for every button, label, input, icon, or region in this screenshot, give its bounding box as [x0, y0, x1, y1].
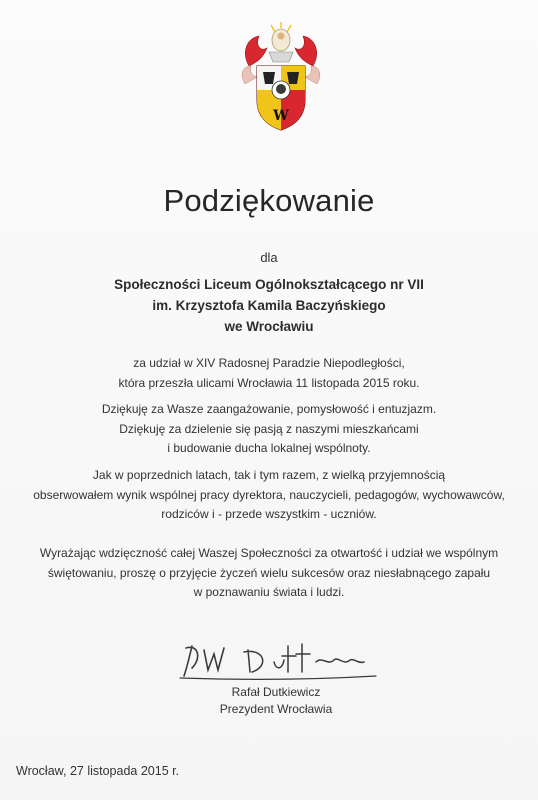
body-line: która przeszła ulicami Wrocławia 11 listopada 2015 roku. — [118, 375, 420, 390]
body-line: Dziękuję za dzielenie się pasją z naszymi mieszkańcami — [119, 421, 419, 436]
body-line: Dziękuję za Wasze zaangażowanie, pomysłowość i entuzjazm. — [101, 402, 437, 416]
signatory-role: Prezydent Wrocławia — [219, 701, 333, 716]
body-line: rodziców i - przede wszystkim - uczniów. — [161, 507, 377, 521]
for-label: dla — [260, 250, 278, 265]
body-paragraph-2 — [0, 400, 538, 459]
body-line: Jak w poprzednich latach, tak i tym razem, z wielką przyjemnością — [92, 468, 446, 482]
body-line: świętowaniu, proszę o przyjęcie życzeń wielu sukcesów oraz niesłabnącego zapału — [47, 565, 491, 580]
signatory-block — [196, 684, 356, 717]
wroclaw-coat-of-arms-icon — [239, 22, 323, 138]
document-date: Wrocław, 27 listopada 2015 r. — [16, 764, 180, 778]
body-paragraph-4 — [0, 544, 538, 603]
body-line: w poznawaniu świata i ludzi. — [193, 585, 345, 599]
body-paragraph-1 — [0, 354, 538, 393]
svg-text:W: W — [273, 108, 289, 124]
body-line: obserwowałem wynik wspólnej pracy dyrektora, nauczycieli, pedagogów, wychowawców, — [33, 487, 505, 502]
body-line: za udział w XIV Radosnej Paradzie Niepodległości, — [133, 356, 405, 370]
body-line: i budowanie ducha lokalnej wspólnoty. — [167, 441, 371, 455]
recipient-block — [0, 274, 538, 337]
signatory-name: Rafał Dutkiewicz — [231, 685, 321, 699]
recipient-line: Społeczności Liceum Ogólnokształcącego nr VII — [114, 277, 424, 292]
handwritten-signature — [178, 636, 378, 686]
recipient-line: im. Krzysztofa Kamila Baczyńskiego — [152, 298, 386, 313]
body-paragraph-3 — [0, 466, 538, 525]
recipient-line: we Wrocławiu — [224, 319, 314, 334]
document-title: Podziękowanie — [163, 183, 375, 218]
body-line: Wyrażając wdzięczność całej Waszej Społeczności za otwartość i udział we wspólnym — [39, 546, 499, 560]
